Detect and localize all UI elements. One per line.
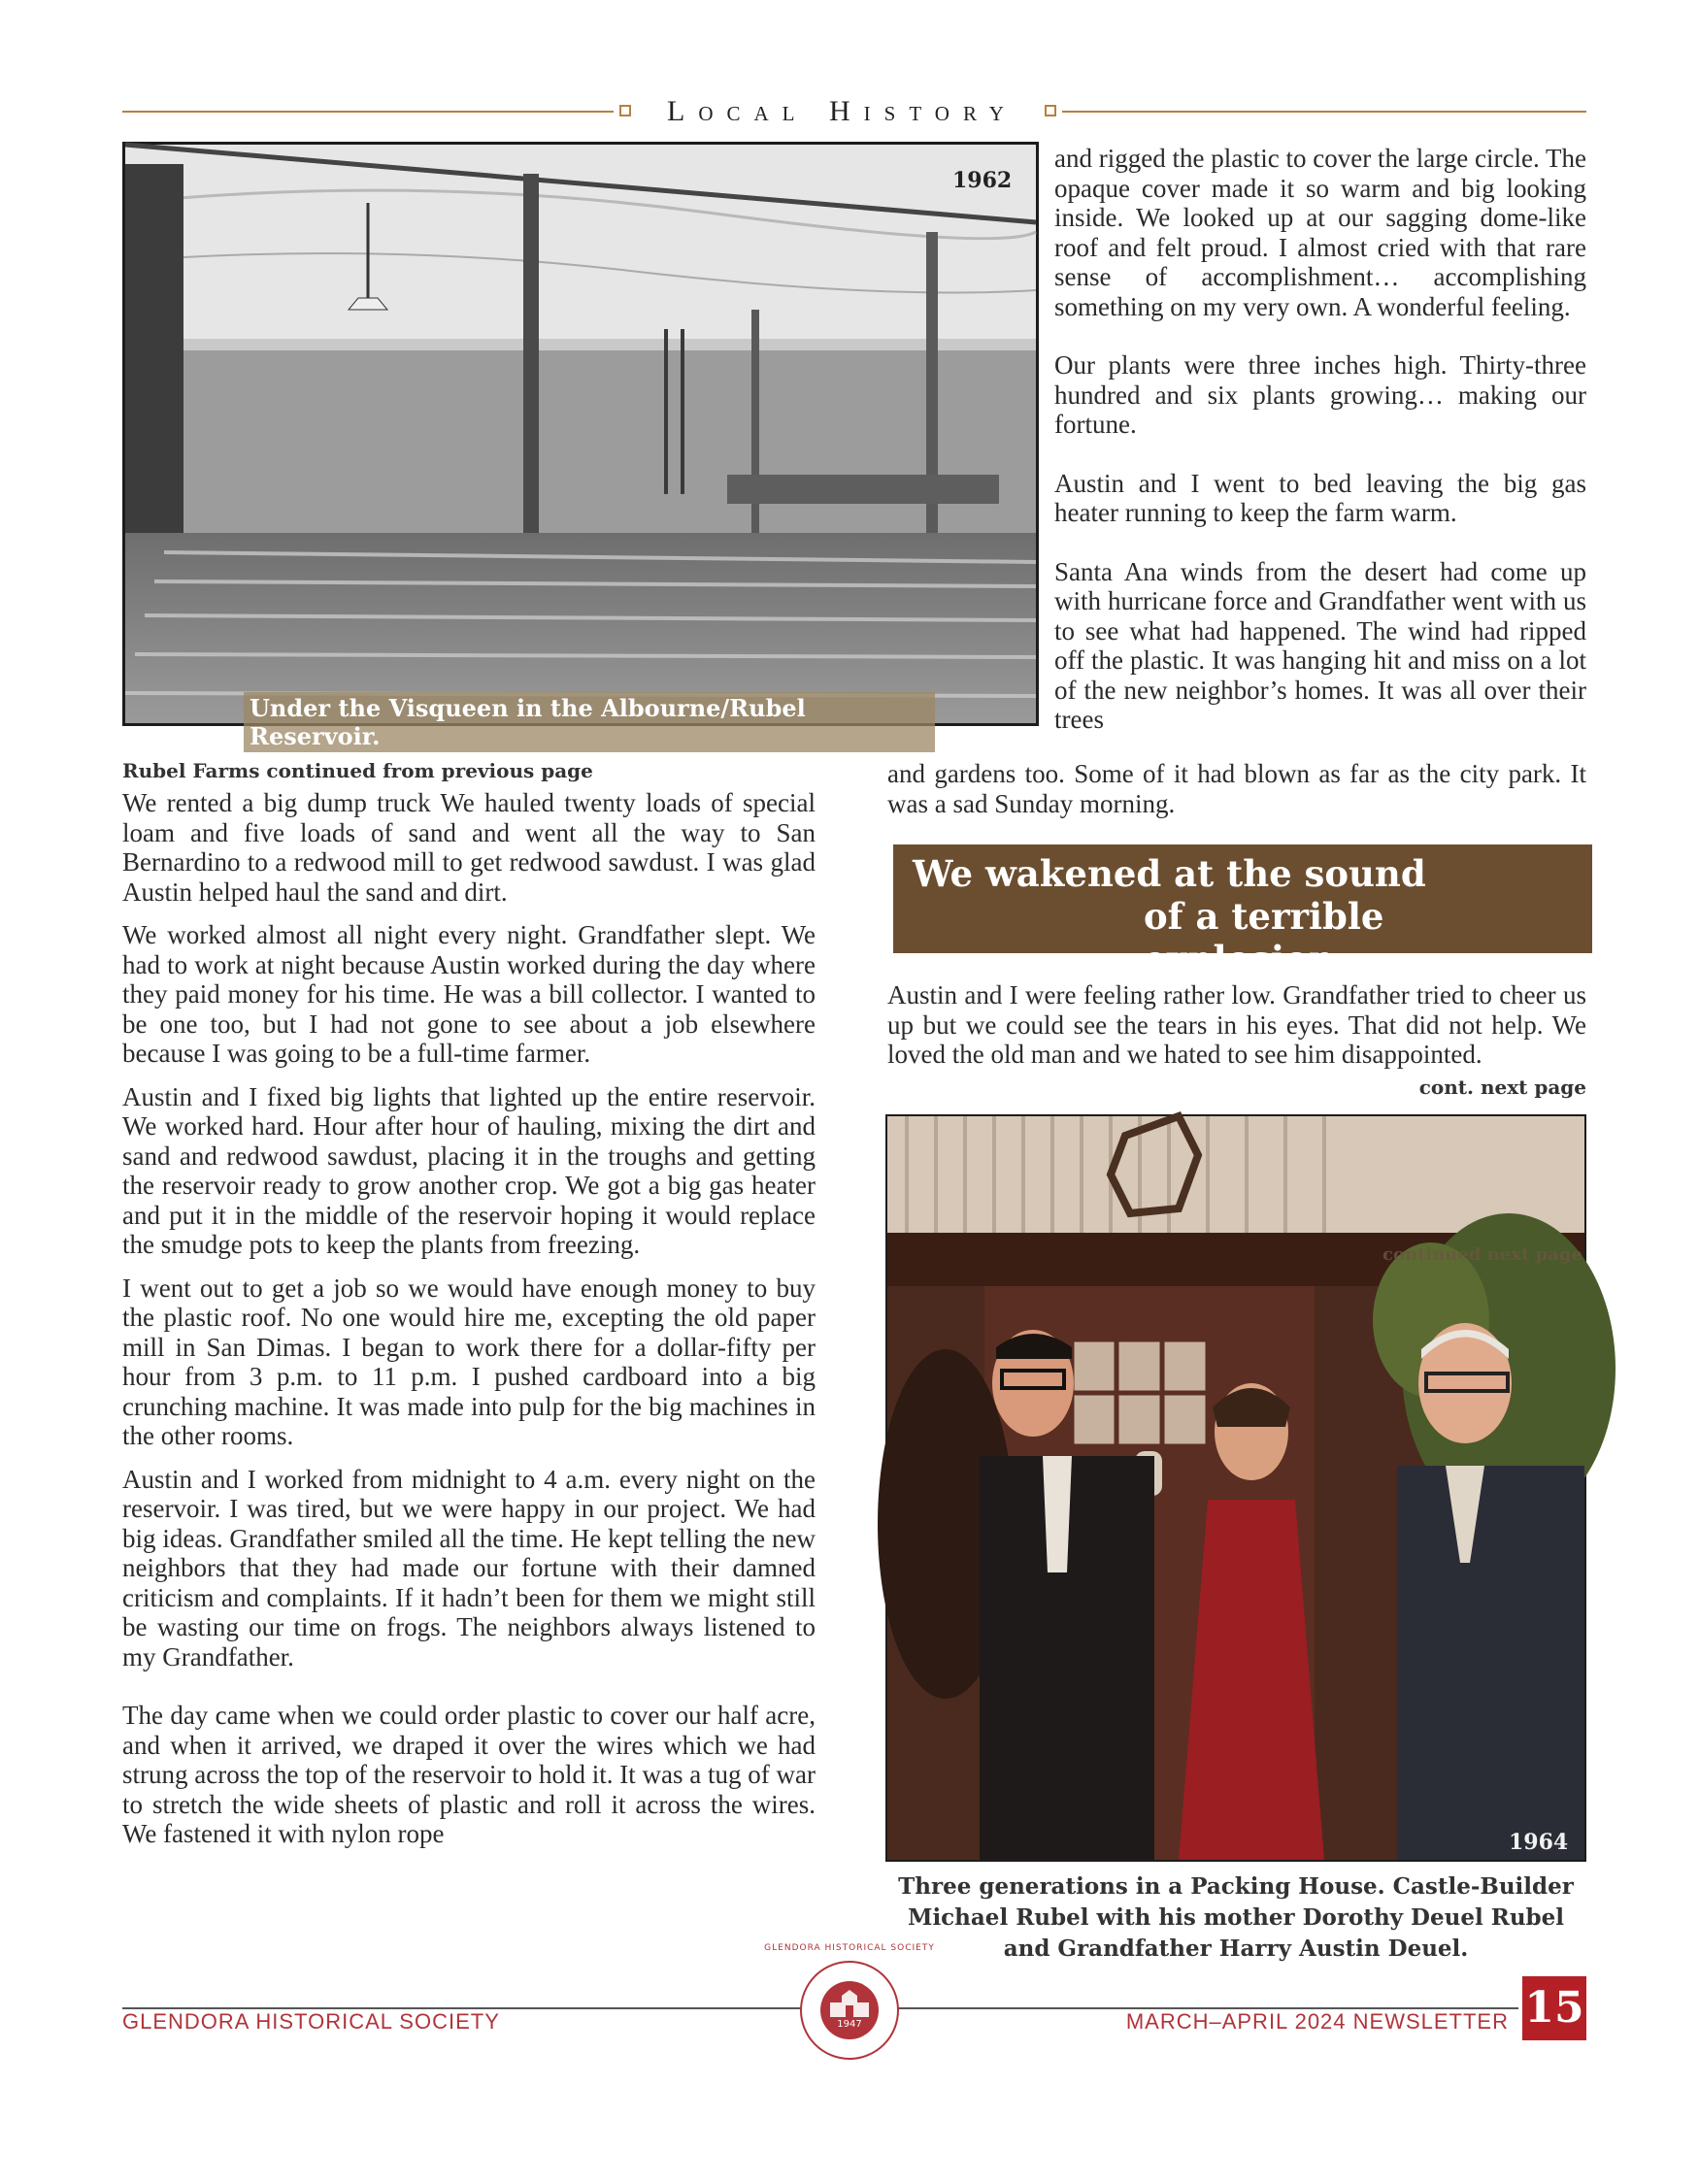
photo-caption-overlay: Under the Visqueen in the Albourne/Rubel Reservoir. [244,692,935,752]
pull-quote-line1: We wakened at the sound [913,852,1426,895]
pull-quote [893,844,1592,980]
paragraph: We worked almost all night every night. Grandfather slept. We had to work at night because Austin worked during the day where they paid money for his time. He was a bill collector. I wanted to be one too, but I had not gone to see about a job elsewhere because I was going to be a full-time farmer. [122,920,816,1068]
paragraph: Austin and I went to bed leaving the big gas heater running to keep the farm warm. [1054,468,1586,527]
photo-year-label: 1964 [1509,1830,1569,1855]
paragraph: Austin and I fixed big lights that lighted up the entire reservoir. We worked hard. Hour after hour of hauling, mixing the dirt and sand and redwood sawdust, placing it in the troughs and getting the reservoir ready to grow another crop. We got a big gas heater and put it in the middle of the reservoir hoping it would replace the smudge pots to keep the plants from freezing. [122,1081,816,1259]
header-ornament-right [1045,105,1056,116]
paragraph: We rented a big dump truck We hauled twenty loads of special loam and five loads of sand and went all the way to San Bernardino to a redwood mill to get redwood sawdust. I was glad Austin helped haul the sand and dirt. [122,788,816,907]
header-rule-left [122,111,614,113]
photo-year-label: 1962 [952,168,1013,193]
reservoir-photo-image [125,145,1036,723]
paragraph: Austin and I worked from midnight to 4 a.m. every night on the reservoir. I was tired, but we were happy in our project. We had big ideas. Grandfather smiled all the time. He kept telling the new neighbors that they had made our fortune with their damned criticism and complaints. If it hadn’t been for them we might still be wasting our time on frogs. The neighbors always listened to my Grandfather. [122,1464,816,1671]
family-photo [885,1114,1586,1862]
seal-text: GLENDORA HISTORICAL SOCIETY [764,1943,935,1953]
paragraph: The day came when we could order plastic to cover our half acre, and when it arrived, we draped it over the wires which we had strung across the top of the reservoir to hold it. It was a tug of war to stretch the wide sheets of plastic and roll it across the wires. We fastened it with nylon rope [122,1701,816,1848]
right-column-wrap [887,759,1586,832]
paragraph: and gardens too. Some of it had blown as far as the city park. It was a sad Sunday morning. [887,759,1586,818]
society-seal-icon [798,1959,901,2062]
right-column-top [1054,144,1586,735]
continued-from-label: Rubel Farms continued from previous page [122,759,593,782]
paragraph: Austin and I were feeling rather low. Grandfather tried to cheer us up but we could see the tears in his eyes. That did not help. We loved the old man and we hated to see him disappointed. [887,980,1586,1069]
section-title: Local History [667,95,1017,127]
footer-society-name: GLENDORA HISTORICAL SOCIETY [122,2009,500,2034]
society-seal [764,1943,935,2062]
after-quote-text [887,980,1586,1070]
pull-quote-line2: of a terrible explosion. [1144,895,1384,980]
seal-year: 1947 [837,2019,862,2030]
header-rule-right [1062,111,1586,113]
family-photo-image [887,1116,1584,1860]
reservoir-photo [122,142,1039,750]
paragraph: Santa Ana winds from the desert had come up with hurricane force and Grandfather went with us to see what had happened. The wind had ripped off the plastic. It was hanging hit and miss on a lot of the new neighbor’s homes. It was all over their trees [1054,556,1586,734]
left-column [122,788,816,1863]
header-ornament-left [619,105,631,116]
paragraph: I went out to get a job so we would have enough money to buy the plastic roof. No one would hire me, excepting the old paper mill in San Dimas. I began to work there for a dollar-fifty per hour from 3 p.m. to 11 p.m. I pushed cardboard into a big crunching machine. It was made into pulp for the big machines in the other rooms. [122,1273,816,1450]
cont-next-page-label: cont. next page [1418,1075,1586,1099]
page-number: 15 [1522,1976,1586,2040]
photo-overlay-text: continued next page [1383,1244,1582,1265]
paragraph: and rigged the plastic to cover the large circle. The opaque cover made it so warm and big looking inside. We looked up at our sagging dome-like roof and felt proud. I almost cried with that rare sense of accomplishment… accomplishing something on my very own. A wonderful feeling. [1054,144,1586,321]
paragraph: Our plants were three inches high. Thirty-three hundred and six plants growing… making our fortune. [1054,350,1586,439]
family-photo-caption: Three generations in a Packing House. Castle-Builder Michael Rubel with his mother Dorothy Deuel Rubel and Grandfather Harry Austin Deuel. [898,1873,1574,1962]
footer-issue-date: MARCH–APRIL 2024 NEWSLETTER [1125,2009,1509,2034]
